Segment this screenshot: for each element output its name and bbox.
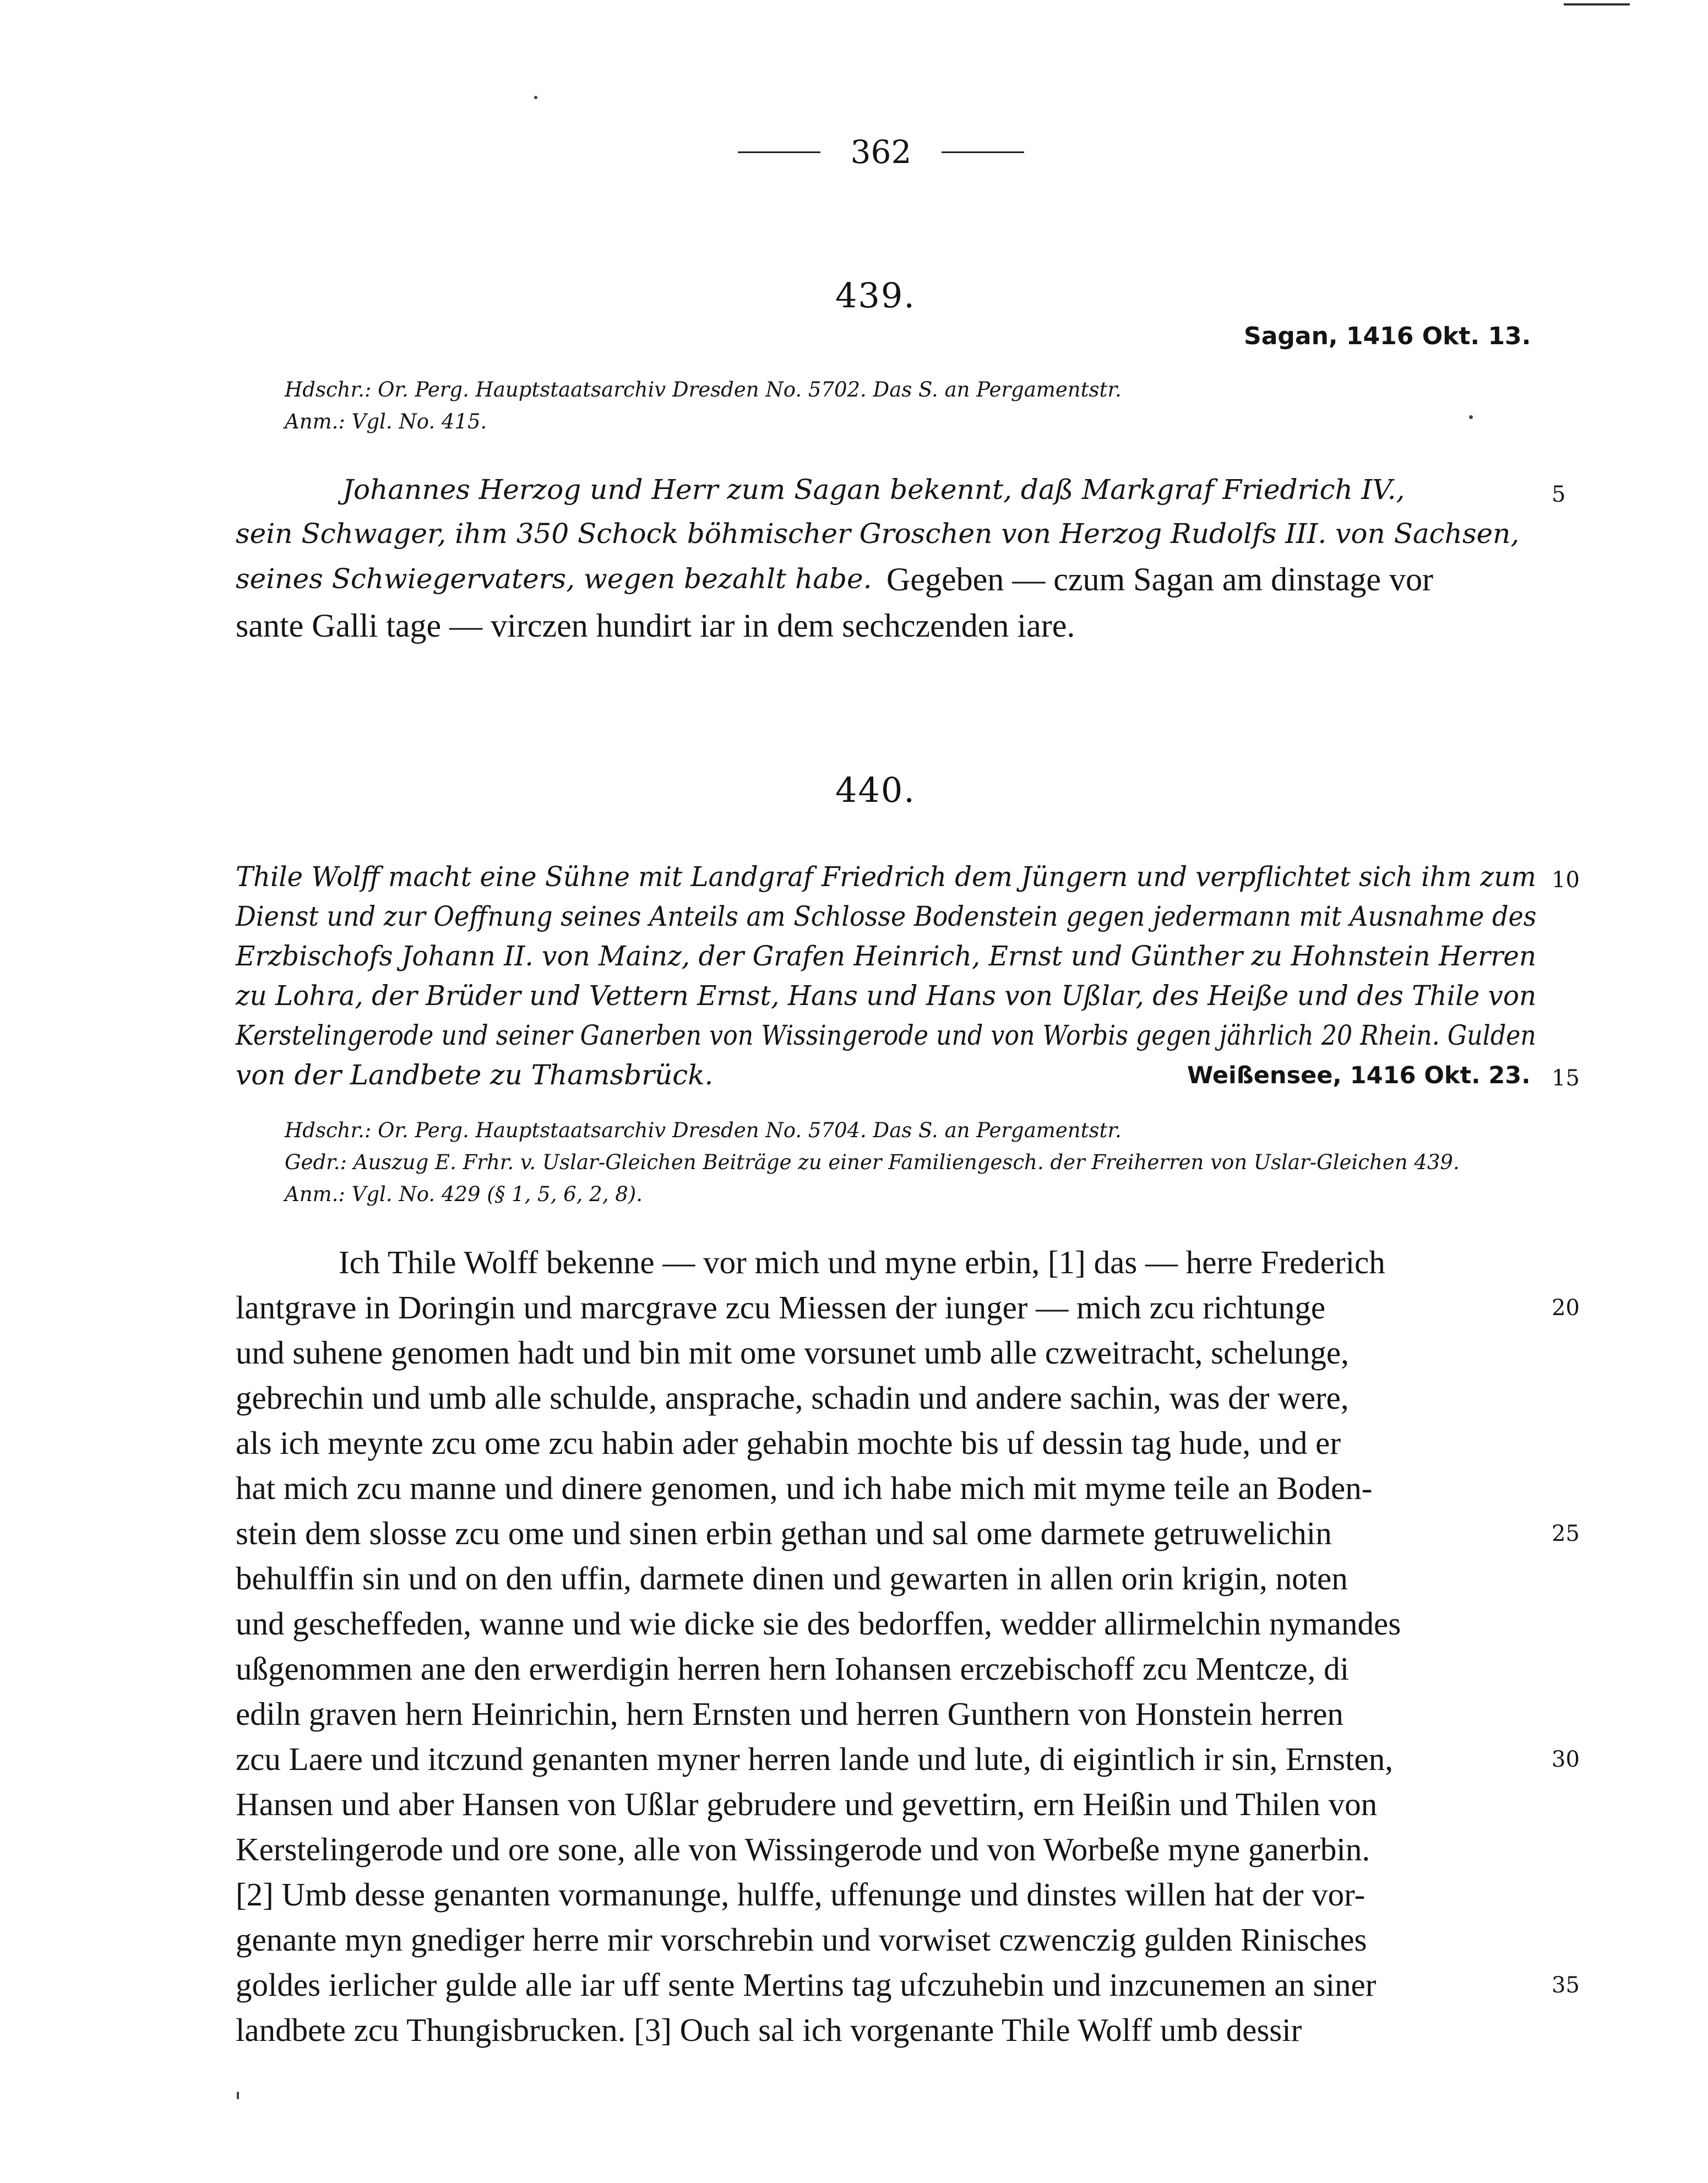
margin-line-number: 25	[1552, 1521, 1580, 1546]
document-440-regest-line: Kerstelingerode und seiner Ganerben von Wissingerode und von Worbis gegen jährlich 20 Rhein. Gulden	[236, 1019, 1536, 1051]
scan-speck	[1469, 415, 1473, 419]
document-439-regest-line: Johannes Herzog und Herr zum Sagan bekennt, daß Markgraf Friedrich IV.,	[342, 474, 1405, 506]
document-440-text-line: goldes ierlicher gulde alle iar uff sente Mertins tag ufczuhebin und inzcunemen an siner	[236, 1967, 1377, 2003]
scan-top-edge-mark	[1564, 3, 1630, 6]
document-440-text-line: Kerstelingerode und ore sone, alle von Wissingerode und von Worbeße myne ganerbin.	[236, 1831, 1370, 1867]
document-439-text-line: Gegeben — czum Sagan am dinstage vor	[886, 561, 1434, 598]
document-440-text-line: gebrechin und umb alle schulde, ansprache, schadin und andere sachin, was der were,	[236, 1380, 1349, 1416]
document-440-regest-line: zu Lohra, der Brüder und Vettern Ernst, Hans und Hans von Ußlar, des Heiße und des Thile von	[236, 980, 1537, 1012]
header-rule-right	[942, 151, 1024, 153]
document-440-regest-line: Erzbischofs Johann II. von Mainz, der Grafen Heinrich, Ernst und Günther zu Hohnstein Herren	[236, 940, 1537, 972]
document-440-remark-note: Anm.: Vgl. No. 429 (§ 1, 5, 6, 2, 8).	[285, 1182, 643, 1206]
margin-line-number: 30	[1552, 1747, 1580, 1772]
document-number-440: 440.	[835, 770, 916, 810]
scan-speck	[534, 96, 537, 99]
document-439-remark-note: Anm.: Vgl. No. 415.	[285, 410, 487, 433]
margin-line-number: 15	[1552, 1066, 1580, 1091]
page-header	[732, 130, 1030, 174]
document-439-regest-line: sein Schwager, ihm 350 Schock böhmischer Groschen von Herzog Rudolfs III. von Sachsen,	[236, 518, 1520, 550]
margin-line-number: 20	[1552, 1295, 1580, 1321]
document-440-text-line: und suhene genomen hadt und bin mit ome vorsunet umb alle czweitracht, schelunge,	[236, 1334, 1349, 1371]
page-number: 362	[850, 133, 912, 171]
document-440-text-line: als ich meynte zcu ome zcu habin ader gehabin mochte bis uf dessin tag hude, und er	[236, 1425, 1341, 1461]
document-440-regest-line: Thile Wolff macht eine Sühne mit Landgraf Friedrich dem Jüngern und verpflichtet sich ihm zum	[236, 861, 1536, 893]
document-440-text-line: ußgenommen ane den erwerdigin herren hern Iohansen erczebischoff zcu Mentcze, di	[236, 1650, 1350, 1687]
document-440-text-line: Ich Thile Wolff bekenne — vor mich und myne erbin, [1] das — herre Frederich	[339, 1244, 1385, 1280]
document-440-text-line: Hansen und aber Hansen von Ußlar gebrudere und gevettirn, ern Heißin und Thilen von	[236, 1786, 1378, 1822]
document-440-text-line: ediln graven hern Heinrichin, hern Ernsten und herren Gunthern von Honstein herren	[236, 1696, 1343, 1732]
header-rule-left	[738, 151, 820, 153]
document-439-manuscript-note: Hdschr.: Or. Perg. Hauptstaatsarchiv Dresden No. 5702. Das S. an Pergamentstr.	[285, 378, 1122, 401]
document-440-text-line: hat mich zcu manne und dinere genomen, und ich habe mich mit myme teile an Boden-	[236, 1470, 1373, 1506]
scan-speck	[237, 2092, 239, 2099]
document-440-print-note: Gedr.: Auszug E. Frhr. v. Uslar-Gleichen Beiträge zu einer Familiengesch. der Freiherren von Uslar-Gleichen 439.	[285, 1150, 1460, 1174]
document-number-439: 439.	[835, 275, 916, 316]
margin-line-number: 35	[1552, 1973, 1580, 1998]
document-439-regest-line: seines Schwiegervaters, wegen bezahlt habe.	[236, 563, 872, 595]
document-440-text-line: lantgrave in Doringin und marcgrave zcu Miessen der iunger — mich zcu richtunge	[236, 1289, 1326, 1326]
document-440-text-line: zcu Laere und itczund genanten myner herren lande und lute, di eigintlich ir sin, Ernsten,	[236, 1741, 1393, 1777]
document-439-place-date: Sagan, 1416 Okt. 13.	[1244, 322, 1531, 350]
document-440-text-line: und gescheffeden, wanne und wie dicke sie des bedorffen, wedder allirmelchin nymandes	[236, 1605, 1401, 1642]
document-440-regest-line: von der Landbete zu Thamsbrück.	[236, 1059, 714, 1091]
document-440-place-date: Weißensee, 1416 Okt. 23.	[1187, 1062, 1531, 1089]
margin-line-number: 10	[1552, 867, 1580, 893]
document-440-text-line: behulffin sin und on den uffin, darmete dinen und gewarten in allen orin krigin, noten	[236, 1560, 1348, 1596]
document-440-text-line: genante myn gnediger herre mir vorschrebin und vorwiset czwenczig gulden Rinisches	[236, 1921, 1367, 1958]
document-439-text-line: sante Galli tage — virczen hundirt iar in dem sechczenden iare.	[236, 607, 1075, 644]
margin-line-number: 5	[1552, 482, 1566, 507]
document-440-manuscript-note: Hdschr.: Or. Perg. Hauptstaatsarchiv Dresden No. 5704. Das S. an Pergamentstr.	[285, 1118, 1122, 1142]
document-440-text-line: landbete zcu Thungisbrucken. [3] Ouch sal ich vorgenante Thile Wolff umb dessir	[236, 2012, 1302, 2048]
document-440-text-line: [2] Umb desse genanten vormanunge, hulffe, uffenunge und dinstes willen hat der vor-	[236, 1876, 1366, 1913]
document-440-text-line: stein dem slosse zcu ome und sinen erbin gethan und sal ome darmete getruwelichin	[236, 1515, 1332, 1551]
document-440-regest-line: Dienst und zur Oeffnung seines Anteils am Schlosse Bodenstein gegen jedermann mit Ausnahme des	[236, 900, 1537, 932]
